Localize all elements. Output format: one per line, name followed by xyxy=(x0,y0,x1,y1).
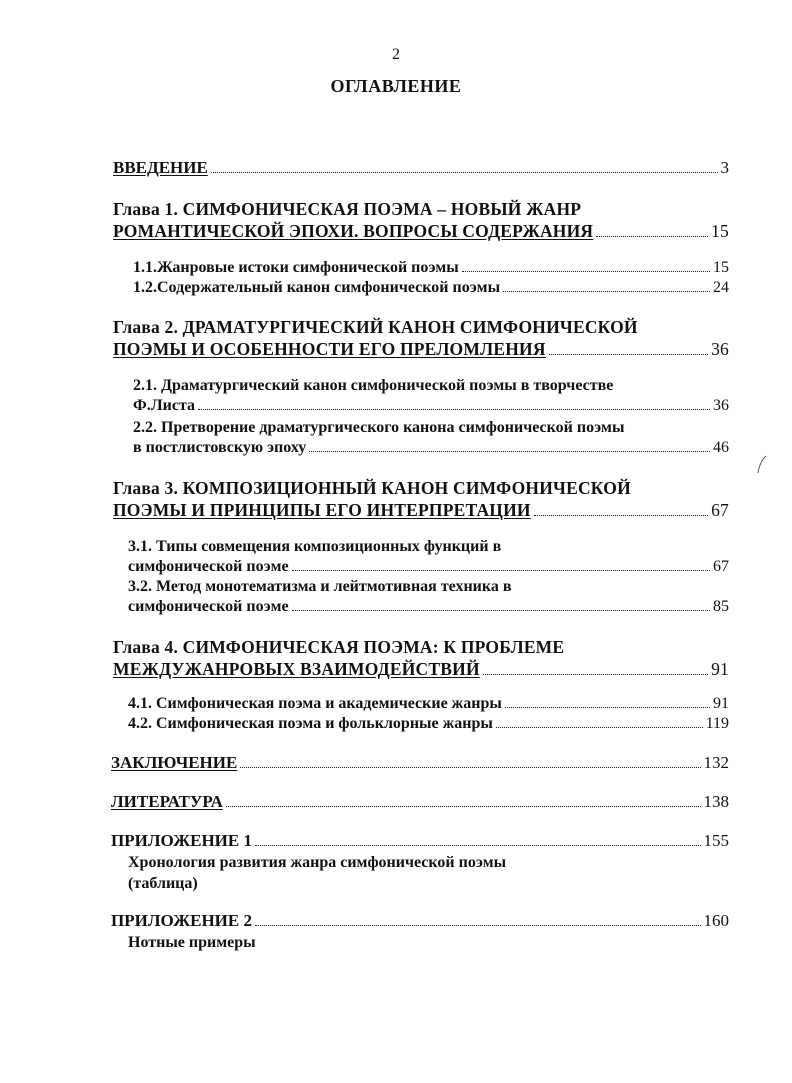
dot-leader xyxy=(534,514,708,516)
toc-entry-label: ЗАКЛЮЧЕНИЕ xyxy=(111,753,238,772)
appendix-1-description: Хронология развития жанра симфонической поэмы xyxy=(128,854,507,871)
chapter-title-line: Глава 2. ДРАМАТУРГИЧЕСКИЙ КАНОН СИМФОНИЧЕСКОЙ xyxy=(113,317,638,337)
chapter-title-line: РОМАНТИЧЕСКОЙ ЭПОХИ. ВОПРОСЫ СОДЕРЖАНИЯ xyxy=(113,221,594,241)
toc-page-number: 85 xyxy=(713,598,729,615)
toc-section-4-2[interactable] xyxy=(128,714,729,734)
toc-entry-conclusion[interactable] xyxy=(111,753,729,773)
toc-entry-literature[interactable] xyxy=(111,792,729,812)
dot-leader xyxy=(226,805,701,807)
dot-leader xyxy=(496,726,703,728)
toc-entry-label: 3.2. Метод монотематизма и лейтмотивная техника в xyxy=(128,578,512,595)
dot-leader xyxy=(505,706,710,708)
chapter-title-line: Глава 1. СИМФОНИЧЕСКАЯ ПОЭМА – НОВЫЙ ЖАНР xyxy=(113,199,582,219)
toc-entry-label: 4.1. Симфоническая поэма и академические жанры xyxy=(128,695,502,712)
toc-entry-label: ПРИЛОЖЕНИЕ 1 xyxy=(111,831,252,850)
pen-mark-icon xyxy=(756,455,768,475)
chapter-title-line: Глава 4. СИМФОНИЧЕСКАЯ ПОЭМА: К ПРОБЛЕМЕ xyxy=(113,637,565,657)
toc-page-number: 91 xyxy=(713,695,729,712)
toc-section-4-1[interactable] xyxy=(128,694,729,714)
chapter-title-line: ПОЭМЫ И ПРИНЦИПЫ ЕГО ИНТЕРПРЕТАЦИИ xyxy=(113,500,531,520)
appendix-1-description-note: (таблица) xyxy=(128,875,198,892)
toc-entry-label: ЛИТЕРАТУРА xyxy=(111,792,223,811)
toc-entry-appendix-2[interactable] xyxy=(111,911,729,931)
toc-entry-appendix-1[interactable] xyxy=(111,831,729,851)
toc-section-3-1[interactable] xyxy=(128,537,729,577)
dot-leader xyxy=(240,766,700,768)
dot-leader xyxy=(549,353,708,355)
toc-entry-label: 4.2. Симфоническая поэма и фольклорные жанры xyxy=(128,715,493,732)
toc-section-1-1[interactable] xyxy=(133,258,729,278)
toc-entry-label: симфонической поэме xyxy=(128,598,289,615)
toc-entry-label: 1.1.Жанровые истоки симфонической поэмы xyxy=(133,259,459,276)
dot-leader xyxy=(292,609,710,611)
toc-entry-intro[interactable] xyxy=(113,158,729,178)
toc-entry-label: симфонической поэме xyxy=(128,558,289,575)
toc-entry-label: Ф.Листа xyxy=(133,397,196,414)
toc-page-number: 46 xyxy=(713,439,729,456)
dot-leader xyxy=(462,270,710,272)
toc-chapter-1[interactable] xyxy=(113,198,729,242)
toc-page-number: 91 xyxy=(711,659,729,679)
chapter-title-line: ПОЭМЫ И ОСОБЕННОСТИ ЕГО ПРЕЛОМЛЕНИЯ xyxy=(113,339,546,359)
toc-entry-label: 2.1. Драматургический канон симфонической поэмы в творчестве xyxy=(133,377,614,394)
toc-entry-label: 1.2.Содержательный канон симфонической поэмы xyxy=(133,279,501,296)
toc-section-1-2[interactable] xyxy=(133,278,729,298)
toc-section-2-1[interactable] xyxy=(133,376,729,416)
toc-page-number: 138 xyxy=(703,792,729,811)
toc-page-number: 160 xyxy=(703,911,729,930)
appendix-2-description: Нотные примеры xyxy=(128,934,256,951)
dot-leader xyxy=(211,171,718,173)
dot-leader xyxy=(255,924,701,926)
toc-page-number: 119 xyxy=(705,715,729,732)
toc-entry-label: ПРИЛОЖЕНИЕ 2 xyxy=(111,911,252,930)
toc-chapter-3[interactable] xyxy=(113,477,729,521)
toc-page-number: 67 xyxy=(713,558,729,575)
dot-leader xyxy=(292,569,710,571)
toc-page-number: 15 xyxy=(713,259,729,276)
toc-page-number: 36 xyxy=(713,397,729,414)
toc-page-number: 24 xyxy=(713,279,729,296)
page-title: ОГЛАВЛЕНИЕ xyxy=(330,76,462,96)
toc-chapter-2[interactable] xyxy=(113,316,729,360)
toc-section-2-2[interactable] xyxy=(133,418,729,458)
toc-page-number: 67 xyxy=(711,500,729,520)
toc-entry-label: ВВЕДЕНИЕ xyxy=(113,158,208,177)
toc-page-number: 3 xyxy=(720,158,729,177)
dot-leader xyxy=(255,844,701,846)
dot-leader xyxy=(483,673,708,675)
toc-page-number: 132 xyxy=(703,753,729,772)
dot-leader xyxy=(309,450,710,452)
toc-page-number: 15 xyxy=(711,221,729,241)
toc-entry-label: 2.2. Претворение драматургического канона симфонической поэмы xyxy=(133,419,625,436)
chapter-title-line: МЕЖДУЖАНРОВЫХ ВЗАИМОДЕЙСТВИЙ xyxy=(113,659,480,679)
toc-chapter-4[interactable] xyxy=(113,636,729,680)
dot-leader xyxy=(503,290,710,292)
dot-leader xyxy=(596,235,708,237)
dot-leader xyxy=(198,408,710,410)
toc-entry-label: в постлистовскую эпоху xyxy=(133,439,307,456)
page-number: 2 xyxy=(392,46,400,63)
toc-page-number: 36 xyxy=(711,339,729,359)
toc-entry-label: 3.1. Типы совмещения композиционных функций в xyxy=(128,538,502,555)
toc-page-number: 155 xyxy=(703,831,729,850)
toc-section-3-2[interactable] xyxy=(128,577,729,617)
chapter-title-line: Глава 3. КОМПОЗИЦИОННЫЙ КАНОН СИМФОНИЧЕСКОЙ xyxy=(113,478,631,498)
